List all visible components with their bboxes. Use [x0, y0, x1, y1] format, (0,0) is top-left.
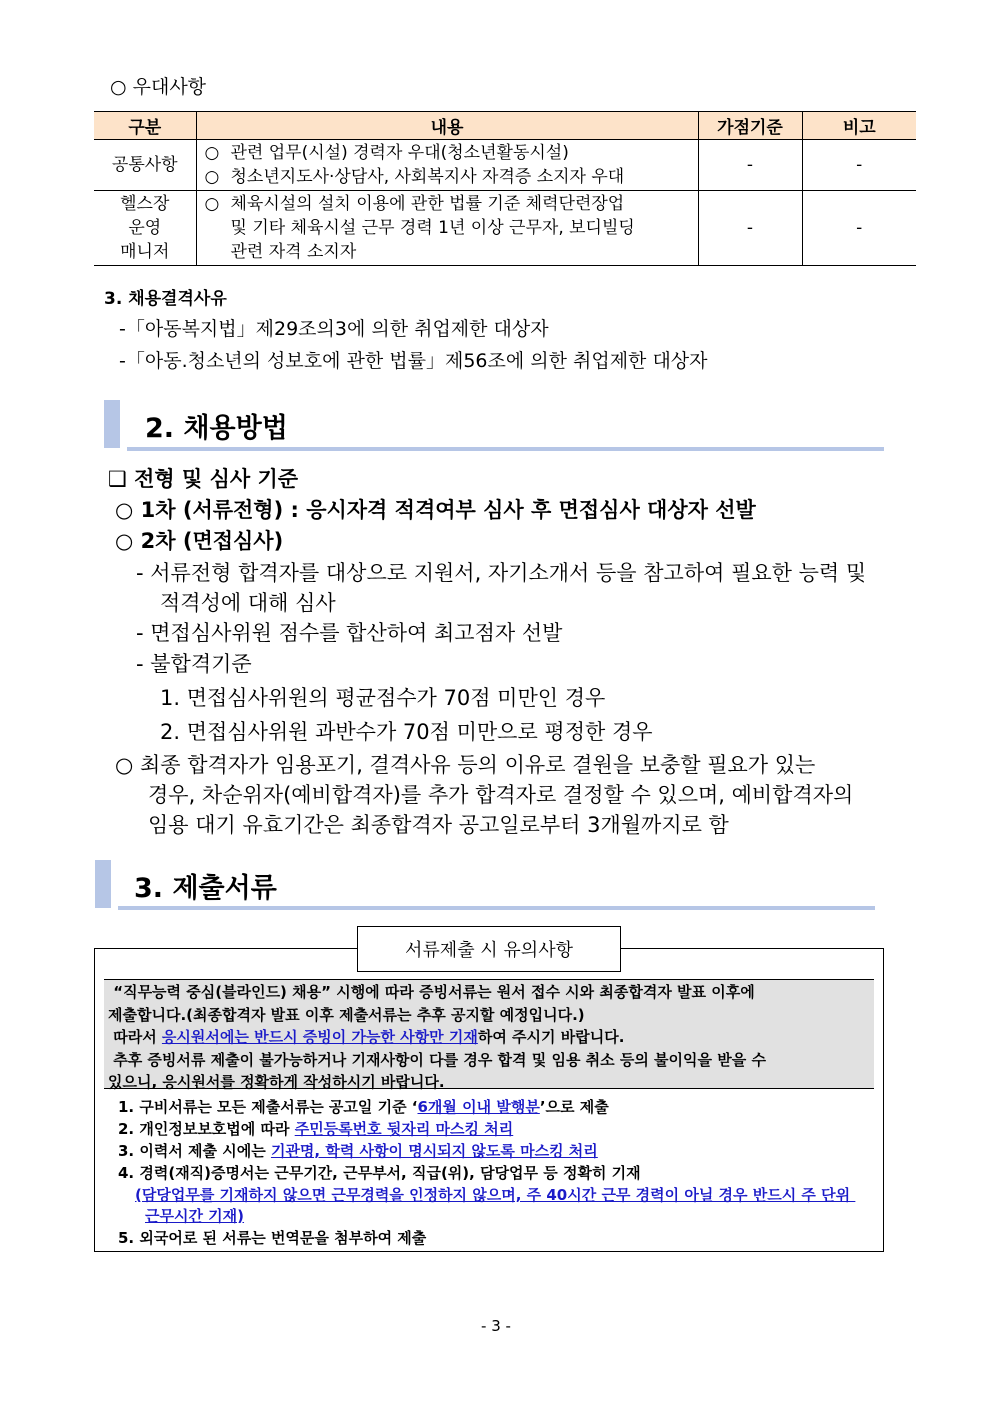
- fail-criterion: 1. 면접심사위원의 평균점수가 70점 미만인 경우: [160, 686, 606, 710]
- fail-criterion: 2. 면접심사위원 과반수가 70점 미만으로 평정한 경우: [160, 720, 653, 744]
- preferences-title: ○ 우대사항: [110, 76, 207, 98]
- requirement-item: 3. 이력서 제출 시에는 기관명, 학력 사항이 명시되지 않도록 마스킹 처리: [118, 1142, 598, 1160]
- notice-gray-panel: “직무능력 중심(블라인드) 채용” 시행에 따라 증빙서류는 원서 접수 시와 최종합격자 발표 이후에 제출합니다.(최종합격자 발표 이후 제출서류는 추후 공지할 예정입니다.) 따라서 응시원서에는 반드시 증빙이 가능한 사항만 기재하여 주시기 바랍니다. 추후 증빙서류 제출이 불가능하거나 기재사항이 다를 경우 합격 및 임용 취소 등의 불이익을 받을 수 있으니, 응시원서를 정확하게 작성하시기 바랍니다.: [104, 979, 874, 1089]
- section-underline: [118, 906, 875, 910]
- section-title-documents: 3. 제출서류: [134, 873, 277, 904]
- row-note: -: [802, 140, 916, 191]
- disqualification-item: -「아동복지법」제29조의3에 의한 취업제한 대상자: [119, 318, 549, 340]
- requirement-note: (담당업무를 기재하지 않으면 근무경력을 인정하지 않으며, 주 40시간 근무 경력이 아닐 경우 반드시 주 단위: [135, 1186, 856, 1204]
- final-note-cont: 임용 대기 유효기간은 최종합격자 공고일로부터 3개월까지로 함: [148, 813, 729, 837]
- criteria-title: ❑ 전형 및 심사 기준: [108, 467, 299, 491]
- first-round: ○ 1차 (서류전형) : 응시자격 적격여부 심사 후 면접심사 대상자 선발: [115, 498, 756, 522]
- disqualification-title: 3. 채용결격사유: [104, 289, 227, 309]
- row-note: -: [802, 191, 916, 266]
- fail-criteria-title: - 불합격기준: [136, 652, 252, 676]
- table-header-row: [94, 112, 916, 140]
- final-note: ○ 최종 합격자가 임용포기, 결격사유 등의 이유로 결원을 보충할 필요가 있는: [115, 753, 816, 777]
- highlight-text: 응시원서에는 반드시 증빙이 가능한 사항만 기재: [161, 1028, 478, 1046]
- requirement-item: 1. 구비서류는 모든 제출서류는 공고일 기준 ‘6개월 이내 발행분’으로 제출: [118, 1098, 609, 1116]
- list-item: ○ 체육시설의 설치 이용에 관한 법률 기준 체력단련장업: [204, 194, 625, 214]
- disqualification-item: -「아동.청소년의 성보호에 관한 법률」제56조에 의한 취업제한 대상자: [119, 350, 708, 372]
- row-category: 공통사항: [94, 140, 196, 191]
- section-underline: [127, 447, 884, 451]
- row-score: -: [698, 191, 802, 266]
- header-category: 구분: [94, 112, 196, 140]
- second-round: ○ 2차 (면접심사): [115, 529, 284, 553]
- header-score: 가점기준: [698, 112, 802, 140]
- section-accent-bar: [104, 400, 120, 448]
- list-item: ○ 청소년지도사·상담사, 사회복지사 자격증 소지자 우대: [204, 167, 625, 187]
- section-title-method: 2. 채용방법: [145, 413, 288, 444]
- section-accent-bar: [95, 860, 111, 908]
- header-content: 내용: [196, 112, 698, 140]
- requirement-item: 2. 개인정보보호법에 따라 주민등록번호 뒷자리 마스킹 처리: [118, 1120, 514, 1138]
- top-score-selection: - 면접심사위원 점수를 합산하여 최고점자 선발: [136, 621, 563, 645]
- row-score: -: [698, 140, 802, 191]
- row-category: 헬스장 운영 매니저: [94, 191, 196, 266]
- final-note-cont: 경우, 차순위자(예비합격자)를 추가 합격자로 결정할 수 있으며, 예비합격자의: [148, 783, 854, 807]
- row-content: [196, 140, 698, 191]
- list-item: ○ 관련 업무(시설) 경력자 우대(청소년활동시설): [204, 143, 569, 163]
- bullet-mark: ○: [204, 194, 220, 214]
- requirement-item: 4. 경력(재직)증명서는 근무기간, 근무부서, 직급(위), 담당업무 등 정확히 기재: [118, 1164, 641, 1182]
- preferences-table: [94, 111, 916, 266]
- header-note: 비고: [802, 112, 916, 140]
- table-row: [94, 140, 916, 191]
- second-round-detail-cont: 적격성에 대해 심사: [160, 591, 336, 615]
- bullet-mark: ○: [204, 167, 220, 187]
- second-round-detail: - 서류전형 합격자를 대상으로 지원서, 자기소개서 등을 참고하여 필요한 능력 및: [136, 561, 867, 585]
- page-number: - 3 -: [481, 1317, 511, 1335]
- bullet-mark: ○: [204, 143, 220, 163]
- requirement-note: 근무시간 기재): [145, 1207, 245, 1225]
- highlight-text: 주민등록번호 뒷자리 마스킹 처리: [294, 1120, 514, 1138]
- row-content: ○ 체육시설의 설치 이용에 관한 법률 기준 체력단련장업 및 기타 체육시설 근무 경력 1년 이상 근무자, 보디빌딩 관련 자격 소지자: [196, 191, 698, 266]
- highlight-text: 기관명, 학력 사항이 명시되지 않도록 마스킹 처리: [270, 1142, 598, 1160]
- notice-title: 서류제출 시 유의사항: [357, 926, 621, 972]
- requirement-item: 5. 외국어로 된 서류는 번역문을 첨부하여 제출: [118, 1229, 427, 1247]
- highlight-text: 6개월 이내 발행분: [417, 1098, 540, 1116]
- table-row: [94, 191, 916, 266]
